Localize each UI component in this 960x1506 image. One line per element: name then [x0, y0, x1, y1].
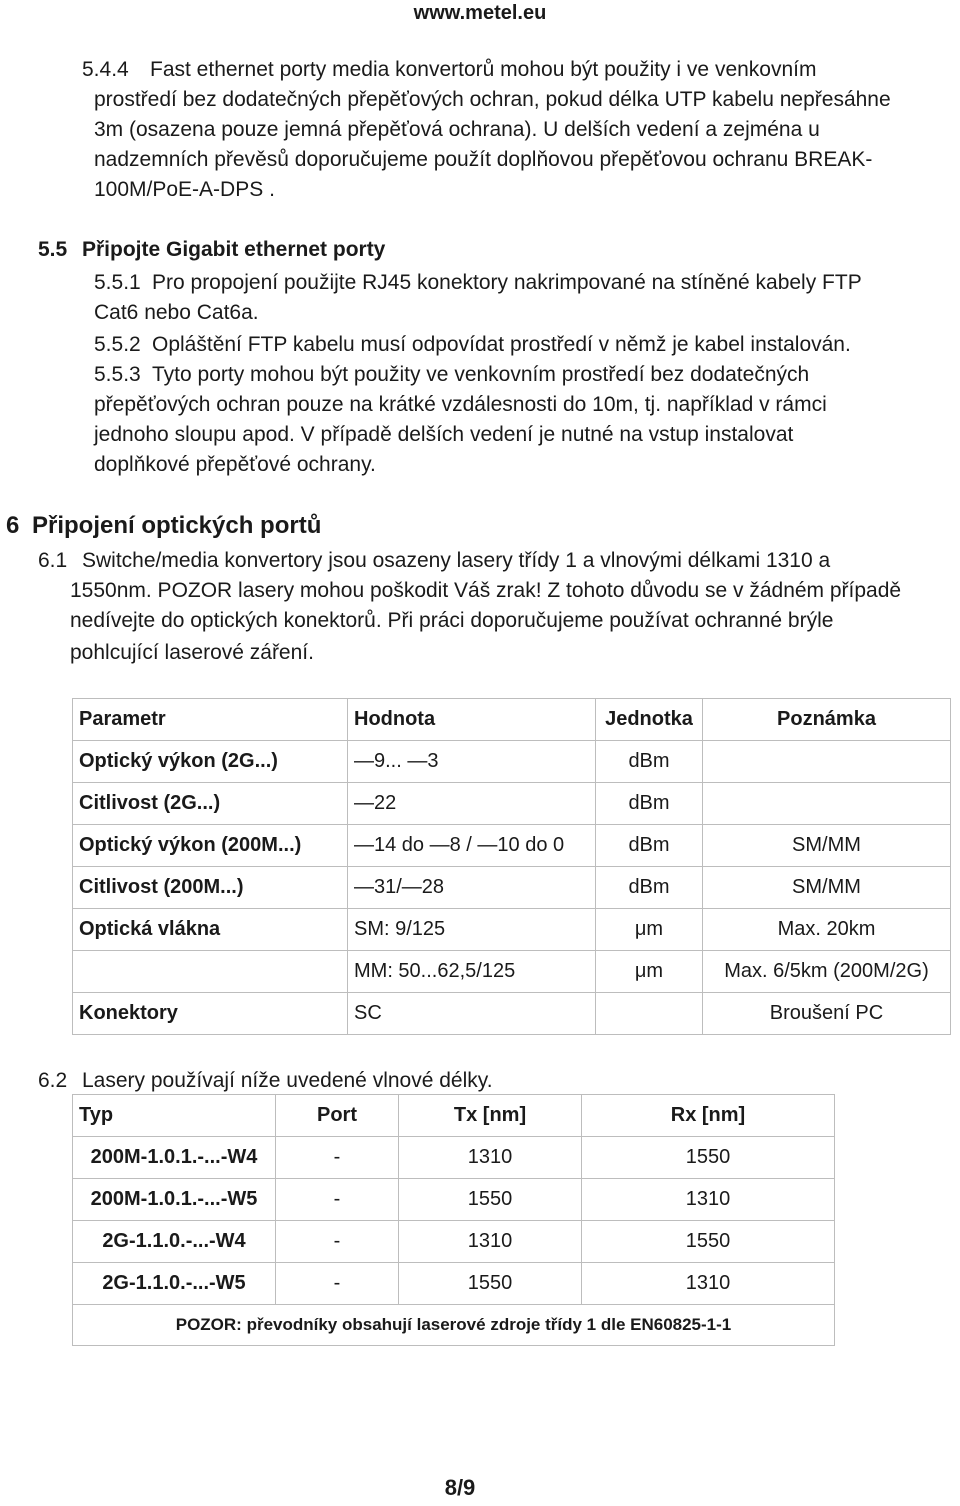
sec-544-line-5: 100M/PoE-A-DPS . [94, 178, 275, 201]
sec-6-number: 6 [6, 512, 20, 539]
table-row [73, 909, 951, 951]
sec-61-line-1: Switche/media konvertory jsou osazeny lasery třídy 1 a vlnovými délkami 1310 a [82, 549, 831, 572]
header-cell: Poznámka [703, 699, 951, 741]
table-cell: - [276, 1137, 399, 1179]
table-cell: Optická vlákna [73, 909, 348, 951]
sec-551-line-1: Pro propojení použijte RJ45 konektory nakrimpované na stíněné kabely FTP [152, 271, 862, 294]
table-cell [73, 951, 348, 993]
table-cell: dBm [596, 783, 703, 825]
table-cell: Max. 6/5km (200M/2G) [703, 951, 951, 993]
table-cell: 200M-1.0.1.-...-W5 [73, 1179, 276, 1221]
laser-wavelength-table [72, 1094, 835, 1346]
table-row [73, 1263, 835, 1305]
table-cell [703, 783, 951, 825]
table-cell: Max. 20km [703, 909, 951, 951]
table-row [73, 1179, 835, 1221]
table-cell: dBm [596, 825, 703, 867]
sec-62-number: 6.2 [38, 1069, 68, 1092]
table-row [73, 1137, 835, 1179]
table-row [73, 867, 951, 909]
table-row [73, 741, 951, 783]
laser-warning-note: POZOR: převodníky obsahují laserové zdroje třídy 1 dle EN60825-1-1 [73, 1305, 835, 1346]
sec-552-line-1: Opláštění FTP kabelu musí odpovídat prostředí v němž je kabel instalován. [152, 333, 851, 356]
sec-544-line-4: nadzemních převěsů doporučujeme použít doplňovou přepěťovou ochranu BREAK- [94, 148, 873, 171]
table-row [73, 951, 951, 993]
sec-553-line-1: Tyto porty mohou být použity ve venkovním prostředí bez dodatečných [152, 363, 810, 386]
table-cell: Citlivost (200M...) [73, 867, 348, 909]
table-cell: 1310 [582, 1263, 835, 1305]
table-cell: Citlivost (2G...) [73, 783, 348, 825]
table-cell: 1310 [582, 1179, 835, 1221]
table-cell: SM: 9/125 [348, 909, 596, 951]
sec-61-number: 6.1 [38, 549, 68, 572]
table-header-row [73, 699, 951, 741]
table-header-row [73, 1095, 835, 1137]
table-cell: - [276, 1221, 399, 1263]
sec-544-line-3: 3m (osazena pouze jemná přepěťová ochrana). U delších vedení a zejména u [94, 118, 820, 141]
header-cell: Tx [nm] [399, 1095, 582, 1137]
table-cell: 1310 [399, 1221, 582, 1263]
table-cell: MM: 50...62,5/125 [348, 951, 596, 993]
sec-61-line-4: pohlcující laserové záření. [70, 641, 314, 664]
table-cell: —22 [348, 783, 596, 825]
sec-61-line-3: nedívejte do optických konektorů. Při práci doporučujeme používat ochranné brýle [70, 609, 834, 632]
table-cell: Konektory [73, 993, 348, 1035]
table-cell: SM/MM [703, 867, 951, 909]
sec-551-line-2: Cat6 nebo Cat6a. [94, 301, 259, 324]
table-row [73, 1221, 835, 1263]
sec-553-line-4: doplňkové přepěťové ochrany. [94, 453, 376, 476]
table-cell: —31/—28 [348, 867, 596, 909]
table-cell: 1550 [399, 1179, 582, 1221]
table-cell: 200M-1.0.1.-...-W4 [73, 1137, 276, 1179]
table-cell: dBm [596, 741, 703, 783]
table-cell: —14 do —8 / —10 do 0 [348, 825, 596, 867]
table-cell: SM/MM [703, 825, 951, 867]
header-cell: Hodnota [348, 699, 596, 741]
sec-553-number: 5.5.3 [94, 363, 141, 386]
sec-6-title: Připojení optických portů [32, 512, 322, 539]
table-cell: 1550 [582, 1137, 835, 1179]
table-cell: Broušení PC [703, 993, 951, 1035]
page-number: 8/9 [444, 1475, 476, 1500]
table-cell: - [276, 1263, 399, 1305]
table-cell [596, 993, 703, 1035]
table-cell: 1550 [399, 1263, 582, 1305]
table-cell: - [276, 1179, 399, 1221]
optical-parameters-table [72, 698, 951, 1035]
table-cell: dBm [596, 867, 703, 909]
table-cell [703, 741, 951, 783]
header-cell: Rx [nm] [582, 1095, 835, 1137]
header-cell: Typ [73, 1095, 276, 1137]
table-row [73, 783, 951, 825]
table-cell: Optický výkon (2G...) [73, 741, 348, 783]
table-cell: 2G-1.1.0.-...-W4 [73, 1221, 276, 1263]
table-row [73, 825, 951, 867]
site-url: www.metel.eu [413, 2, 547, 24]
table-cell: μm [596, 951, 703, 993]
sec-544-line-2: prostředí bez dodatečných přepěťových ochran, pokud délka UTP kabelu nepřesáhne [94, 88, 891, 111]
table-cell: —9... —3 [348, 741, 596, 783]
sec-544-line-1: Fast ethernet porty media konvertorů mohou být použity i ve venkovním [150, 58, 817, 81]
table-cell: SC [348, 993, 596, 1035]
table-note-row [73, 1305, 835, 1346]
header-cell: Port [276, 1095, 399, 1137]
table-cell: 1550 [582, 1221, 835, 1263]
sec-55-title: Připojte Gigabit ethernet porty [82, 238, 386, 261]
sec-61-line-2: 1550nm. POZOR lasery mohou poškodit Váš zrak! Z tohoto důvodu se v žádném případě [70, 579, 902, 602]
header-cell: Parametr [73, 699, 348, 741]
table-row [73, 993, 951, 1035]
sec-553-line-3: jednoho sloupu apod. V případě delších vedení je nutné na vstup instalovat [94, 423, 794, 446]
sec-553-line-2: přepěťových ochran pouze na krátké vzdálesnosti do 10m, tj. například v rámci [94, 393, 827, 416]
sec-62-text: Lasery používají níže uvedené vlnové délky. [82, 1069, 493, 1092]
sec-551-number: 5.5.1 [94, 271, 141, 294]
table-cell: 1310 [399, 1137, 582, 1179]
sec-544-number: 5.4.4 [82, 58, 129, 81]
table-cell: μm [596, 909, 703, 951]
sec-55-number: 5.5 [38, 238, 68, 261]
table-cell: Optický výkon (200M...) [73, 825, 348, 867]
header-cell: Jednotka [596, 699, 703, 741]
table-cell: 2G-1.1.0.-...-W5 [73, 1263, 276, 1305]
sec-552-number: 5.5.2 [94, 333, 141, 356]
